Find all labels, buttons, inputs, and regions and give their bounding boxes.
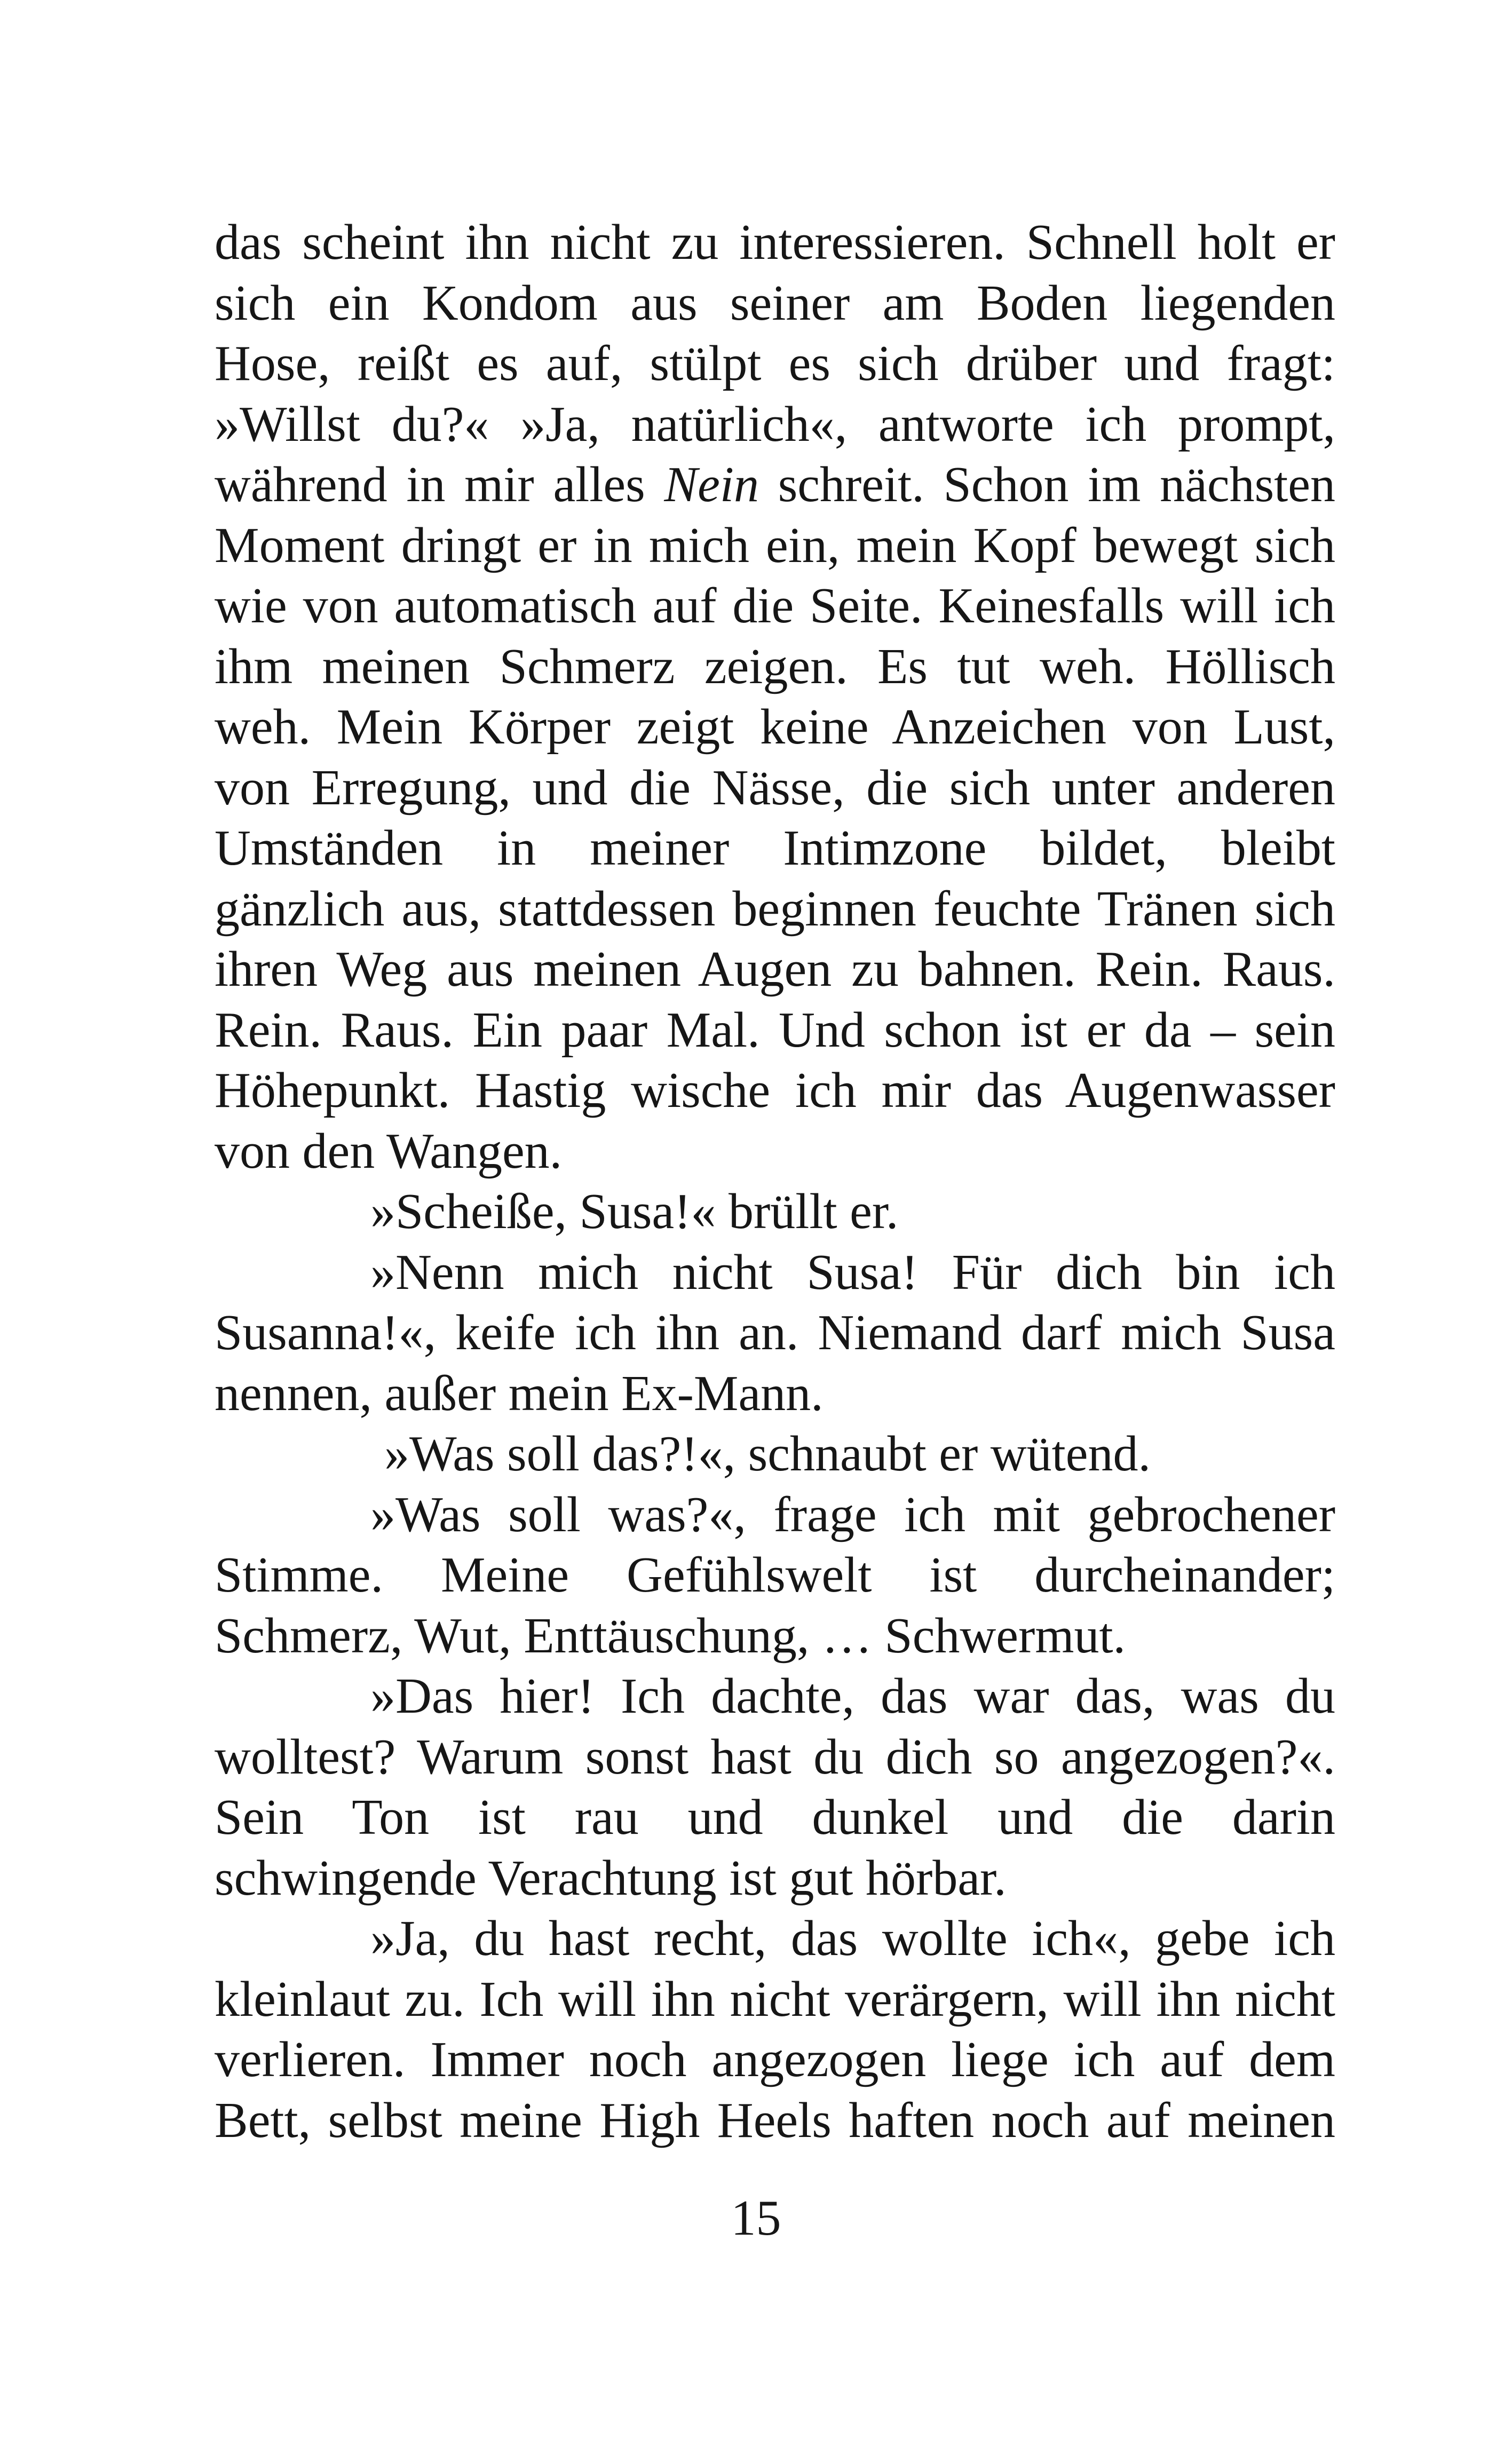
text-line: »Was soll das?!«, schnaubt er wütend. [384, 1426, 1151, 1482]
text-line: von Erregung, und die Nässe, die sich unter anderen [215, 759, 1335, 816]
text-line: »Ja, du hast recht, das wollte ich«, gebe ich [370, 1911, 1335, 1966]
body-text [215, 212, 1335, 2151]
text-line: »Das hier! Ich dachte, das war das, was du [370, 1668, 1335, 1724]
text-line: das scheint ihn nicht zu interessieren. Schnell holt er [215, 215, 1335, 270]
text-line: »Scheiße, Susa!« brüllt er. [370, 1184, 899, 1239]
text-run: schreit. Schon im nächsten [758, 457, 1335, 512]
text-line: Höhepunkt. Hastig wische ich mir das Augenwasser [215, 1063, 1335, 1118]
text-line: Sein Ton ist rau und dunkel und die darin [215, 1790, 1335, 1845]
text-line: Susanna!«, keife ich ihn an. Niemand darf mich Susa [215, 1305, 1335, 1360]
text-line: Rein. Raus. Ein paar Mal. Und schon ist er da – sein [215, 1002, 1335, 1058]
text-line: Stimme. Meine Gefühlswelt ist durcheinander; [215, 1547, 1335, 1603]
text-line: verlieren. Immer noch angezogen liege ich auf dem [215, 2032, 1335, 2087]
text-line: ihren Weg aus meinen Augen zu bahnen. Rein. Raus. [215, 941, 1335, 997]
text-line: sich ein Kondom aus seiner am Boden liegenden [215, 275, 1335, 331]
text-line: kleinlaut zu. Ich will ihn nicht verärgern, will ihn nicht [215, 1971, 1335, 2027]
text-line: wolltest? Warum sonst hast du dich so angezogen?«. [215, 1729, 1335, 1785]
text-line: Schmerz, Wut, Enttäuschung, … Schwermut. [215, 1608, 1126, 1664]
text-run: während in mir alles [215, 457, 664, 512]
emphasized-word: Nein [664, 457, 759, 512]
text-line: »Was soll was?«, frage ich mit gebrochener [370, 1486, 1335, 1542]
text-line: Umständen in meiner Intimzone bildet, bleibt [215, 820, 1335, 876]
text-line: nennen, außer mein Ex-Mann. [215, 1365, 824, 1421]
text-line: »Nenn mich nicht Susa! Für dich bin ich [370, 1244, 1335, 1300]
page-number: 15 [731, 2190, 781, 2246]
text-line: ihm meinen Schmerz zeigen. Es tut weh. Höllisch [215, 638, 1335, 694]
text-line: Hose, reißt es auf, stülpt es sich drüber und fragt: [215, 336, 1335, 391]
text-line: wie von automatisch auf die Seite. Keinesfalls will ich [215, 578, 1335, 634]
text-line: schwingende Verachtung ist gut hörbar. [215, 1850, 1007, 1906]
text-line: »Willst du?« »Ja, natürlich«, antworte ich prompt, [215, 396, 1335, 452]
text-line: gänzlich aus, stattdessen beginnen feuchte Tränen sich [215, 881, 1335, 937]
text-line: weh. Mein Körper zeigt keine Anzeichen von Lust, [215, 699, 1335, 755]
text-line: von den Wangen. [215, 1123, 563, 1179]
text-line: Moment dringt er in mich ein, mein Kopf bewegt sich [215, 517, 1335, 573]
text-line: Bett, selbst meine High Heels haften noch auf meinen [215, 2092, 1335, 2148]
text-line [215, 455, 1335, 516]
